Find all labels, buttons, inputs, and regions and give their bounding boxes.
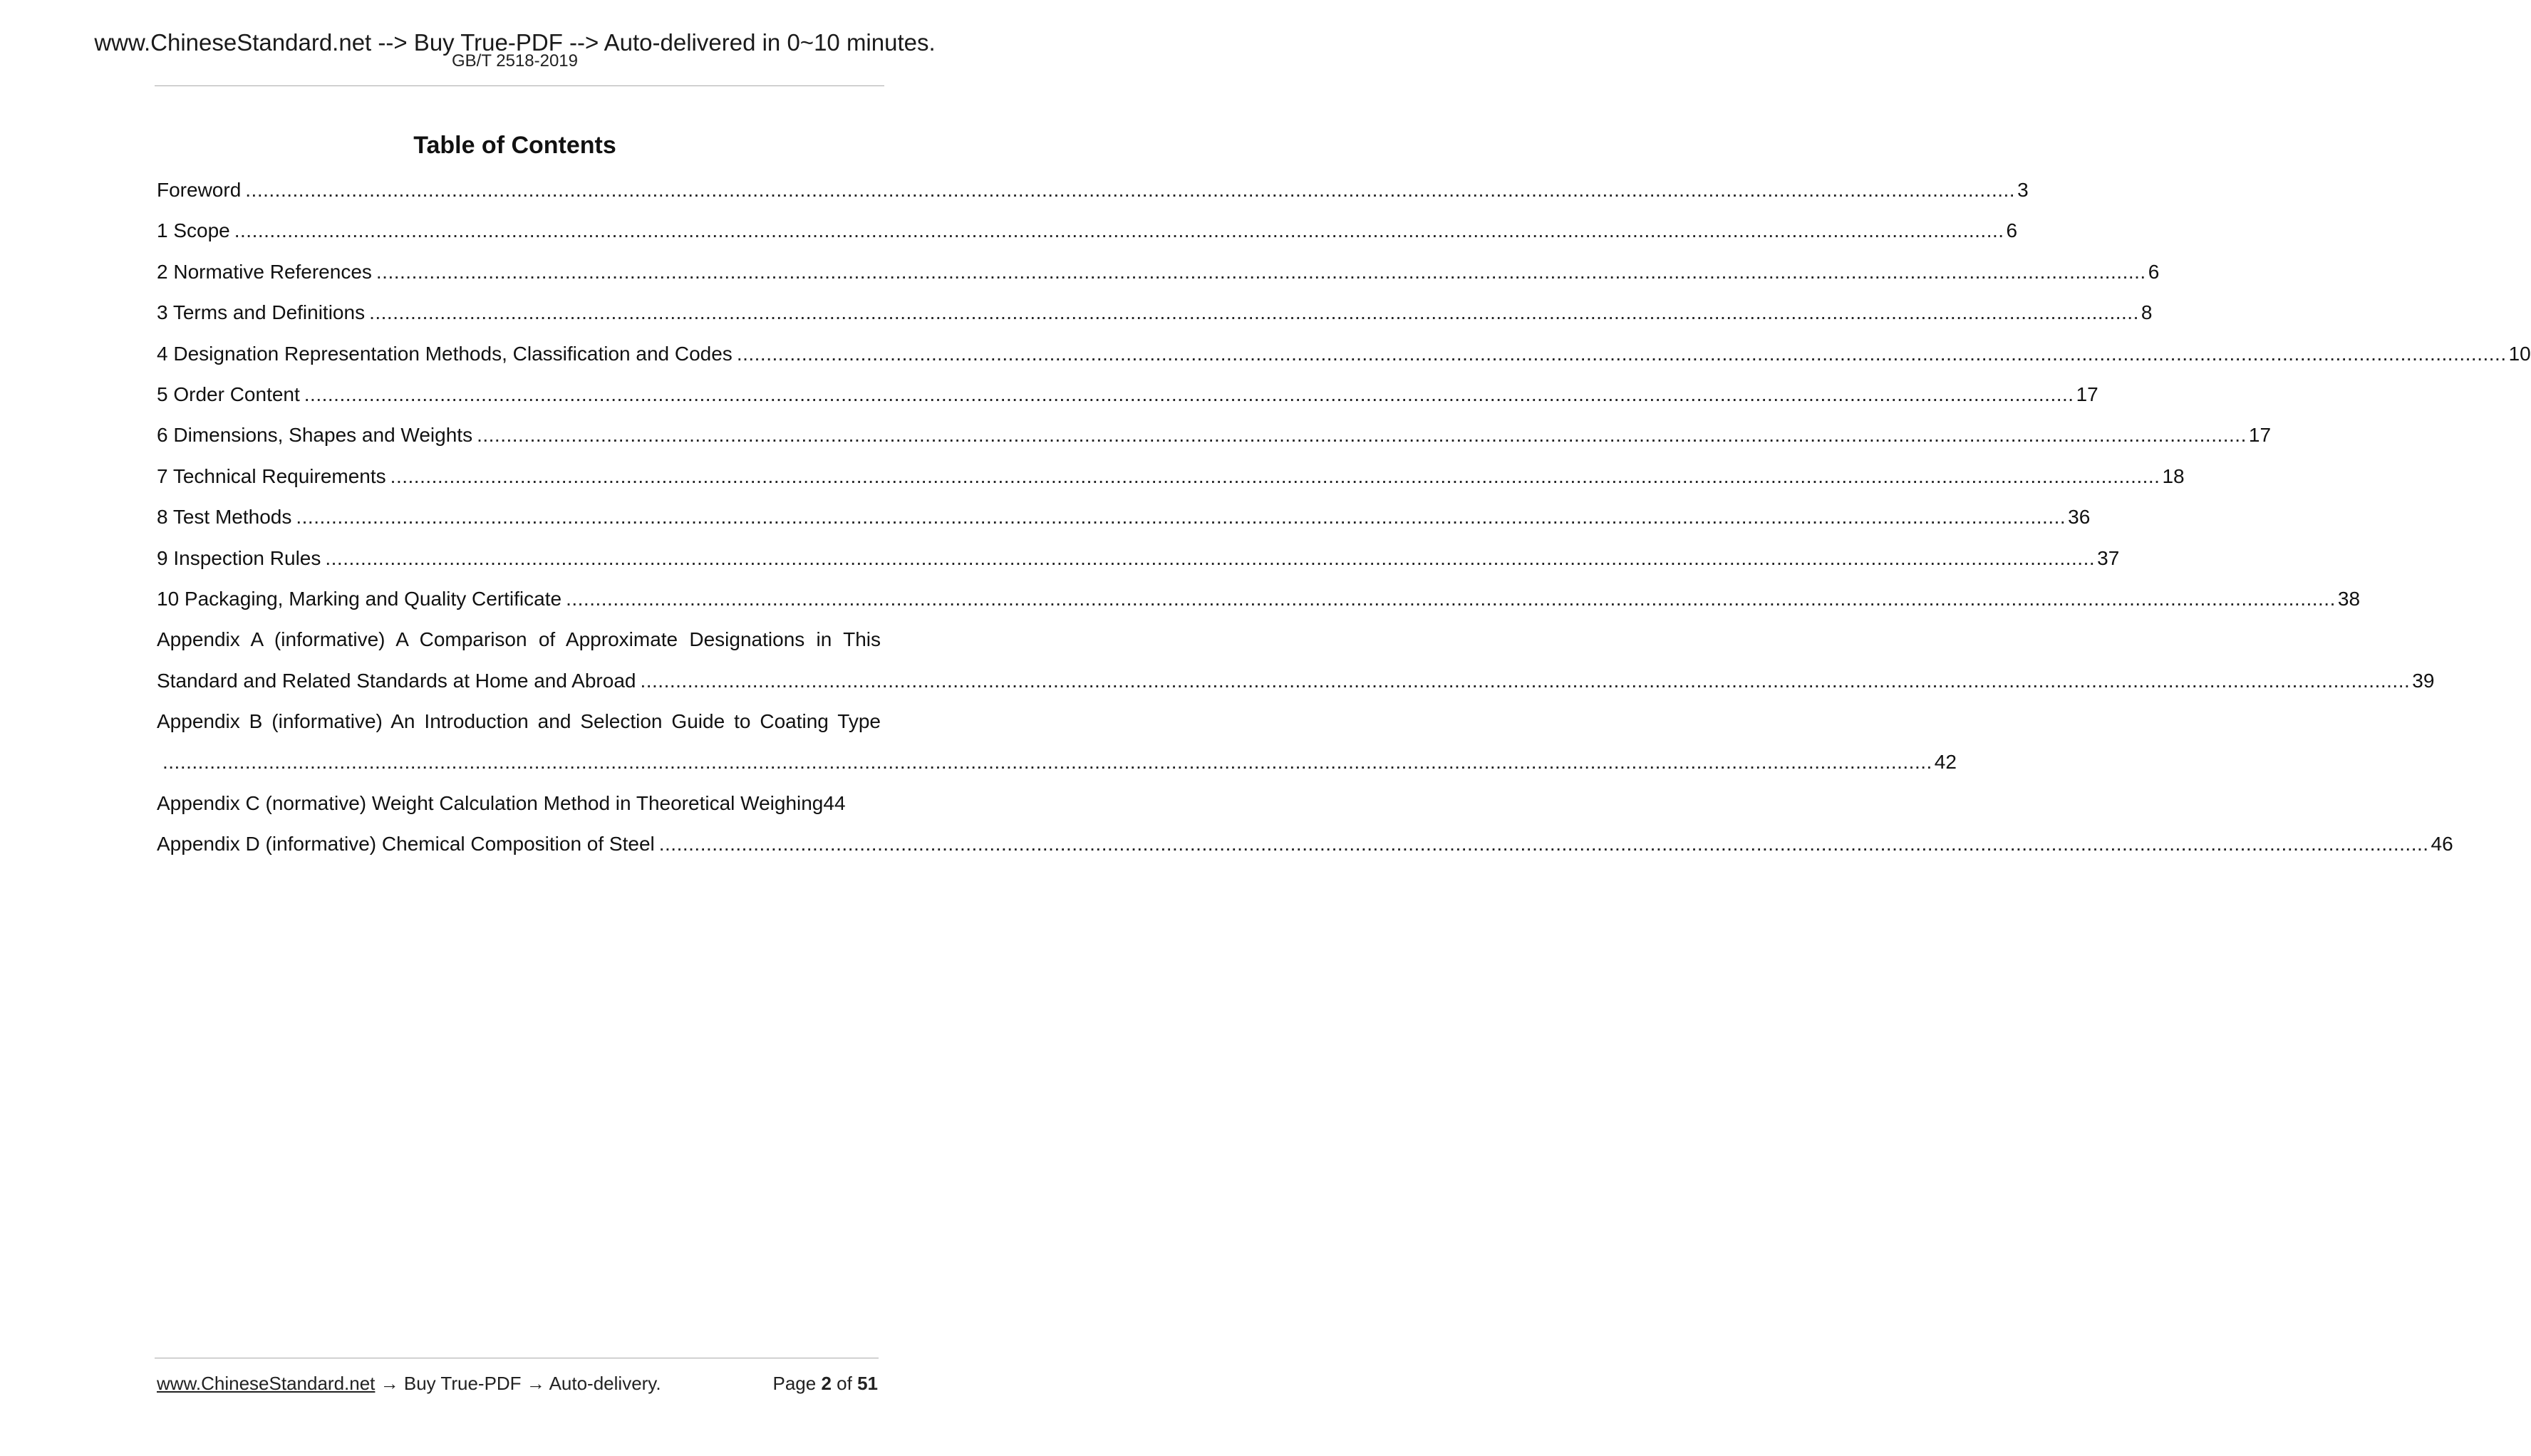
- footer-tagline: → Buy True-PDF → Auto-delivery.: [375, 1373, 661, 1394]
- table-of-contents: [157, 176, 2531, 871]
- toc-entry-page: 44: [823, 791, 846, 814]
- dot-leader: ............................................................................................................................................................................................................................................................................................................: [245, 179, 2016, 201]
- toc-entry-title: 10 Packaging, Marking and Quality Certificate: [157, 587, 562, 610]
- dot-leader: ............................................................................................................................................................................................................................................................................................................: [658, 833, 2429, 856]
- toc-entry-title: Appendix C (normative) Weight Calculation Method in Theoretical Weighing: [157, 791, 824, 814]
- toc-entry[interactable]: [157, 380, 2098, 421]
- toc-entry[interactable]: [157, 585, 2361, 625]
- toc-entry-page: 38: [2337, 587, 2361, 610]
- toc-entry-page: 37: [2097, 546, 2120, 569]
- toc-entry-page: 8: [2141, 301, 2153, 324]
- toc-entry-title: Appendix D (informative) Chemical Composition of Steel: [157, 833, 655, 856]
- toc-title: Table of Contents: [413, 132, 616, 159]
- toc-entry-page: 17: [2248, 424, 2272, 447]
- toc-entry-title: 1 Scope: [157, 219, 230, 242]
- header-divider: [155, 85, 884, 86]
- toc-entry-page: 6: [2006, 219, 2018, 242]
- toc-entry-line2[interactable]: [157, 748, 1957, 789]
- toc-entry-title: 6 Dimensions, Shapes and Weights: [157, 424, 473, 447]
- toc-entry-page: 36: [2068, 506, 2091, 529]
- toc-entry[interactable]: [157, 258, 2160, 298]
- toc-entry-page: 46: [2431, 833, 2453, 856]
- toc-entry-page: 3: [2017, 179, 2029, 201]
- toc-entry[interactable]: [157, 298, 2153, 339]
- toc-entry-page: 39: [2412, 669, 2435, 692]
- dot-leader: ............................................................................................................................................................................................................................................................................................................: [640, 669, 2411, 692]
- toc-entry[interactable]: [157, 830, 2453, 870]
- footer-left: [157, 1371, 661, 1395]
- toc-entry[interactable]: [157, 544, 2120, 585]
- toc-entry[interactable]: [157, 217, 2018, 257]
- document-code: GB/T 2518-2019: [451, 51, 578, 71]
- page-footer: [157, 1371, 878, 1395]
- dot-leader: ............................................................................................................................................................................................................................................................................................................: [477, 424, 2247, 447]
- toc-entry-title: Appendix B (informative) An Introduction and Selection Guide to Coating Type: [157, 710, 881, 733]
- toc-entry[interactable]: [157, 462, 2185, 503]
- toc-entry-title: 9 Inspection Rules: [157, 546, 321, 569]
- page-total: 51: [857, 1373, 878, 1394]
- toc-entry-title: Foreword: [157, 179, 242, 201]
- toc-entry-title: Appendix A (informative) A Comparison of Approximate Designations in This: [157, 628, 881, 651]
- toc-entry-line1[interactable]: [157, 625, 881, 666]
- dot-leader: ............................................................................................................................................................................................................................................................................................................: [162, 751, 1932, 774]
- toc-entry-title: 4 Designation Representation Methods, Classification and Codes: [157, 342, 733, 365]
- dot-leader: ............................................................................................................................................................................................................................................................................................................: [325, 546, 2096, 569]
- dot-leader: ............................................................................................................................................................................................................................................................................................................: [369, 301, 2139, 324]
- page-word: Page: [772, 1373, 817, 1394]
- site-link[interactable]: www.ChineseStandard.net: [157, 1373, 376, 1394]
- toc-entry-page: 6: [2148, 260, 2160, 283]
- dot-leader: ............................................................................................................................................................................................................................................................................................................: [376, 260, 2146, 283]
- toc-entry-title: 3 Terms and Definitions: [157, 301, 366, 324]
- toc-entry-title: 7 Technical Requirements: [157, 464, 386, 487]
- dot-leader: ............................................................................................................................................................................................................................................................................................................: [304, 383, 2074, 405]
- dot-leader: ............................................................................................................................................................................................................................................................................................................: [390, 464, 2160, 487]
- toc-entry[interactable]: [157, 503, 2091, 544]
- of-word: of: [837, 1373, 852, 1394]
- toc-entry-title: 2 Normative References: [157, 260, 372, 283]
- toc-entry-title: 8 Test Methods: [157, 506, 292, 529]
- dot-leader: ............................................................................................................................................................................................................................................................................................................: [296, 506, 2066, 529]
- toc-entry[interactable]: [157, 340, 2531, 380]
- toc-entry[interactable]: [157, 789, 881, 830]
- toc-entry-page: 42: [1934, 751, 1957, 774]
- toc-entry-line1[interactable]: [157, 707, 881, 748]
- page-number: [772, 1371, 878, 1395]
- page-current: 2: [821, 1373, 832, 1394]
- toc-entry[interactable]: [157, 176, 2029, 217]
- toc-entry-line2[interactable]: [157, 667, 2435, 707]
- toc-entry-title: Standard and Related Standards at Home and Abroad: [157, 669, 636, 692]
- toc-entry[interactable]: [157, 421, 2272, 462]
- dot-leader: ............................................................................................................................................................................................................................................................................................................: [736, 342, 2507, 365]
- toc-entry-page: 18: [2162, 464, 2185, 487]
- toc-entry-page: 10: [2508, 342, 2531, 365]
- toc-entry-page: 17: [2076, 383, 2098, 405]
- dot-leader: ............................................................................................................................................................................................................................................................................................................: [566, 587, 2336, 610]
- toc-entry-title: 5 Order Content: [157, 383, 300, 405]
- top-banner: www.ChineseStandard.net --> Buy True-PDF --> Auto-delivered in 0~10 minutes.: [94, 29, 936, 56]
- dot-leader: ............................................................................................................................................................................................................................................................................................................: [234, 219, 2004, 242]
